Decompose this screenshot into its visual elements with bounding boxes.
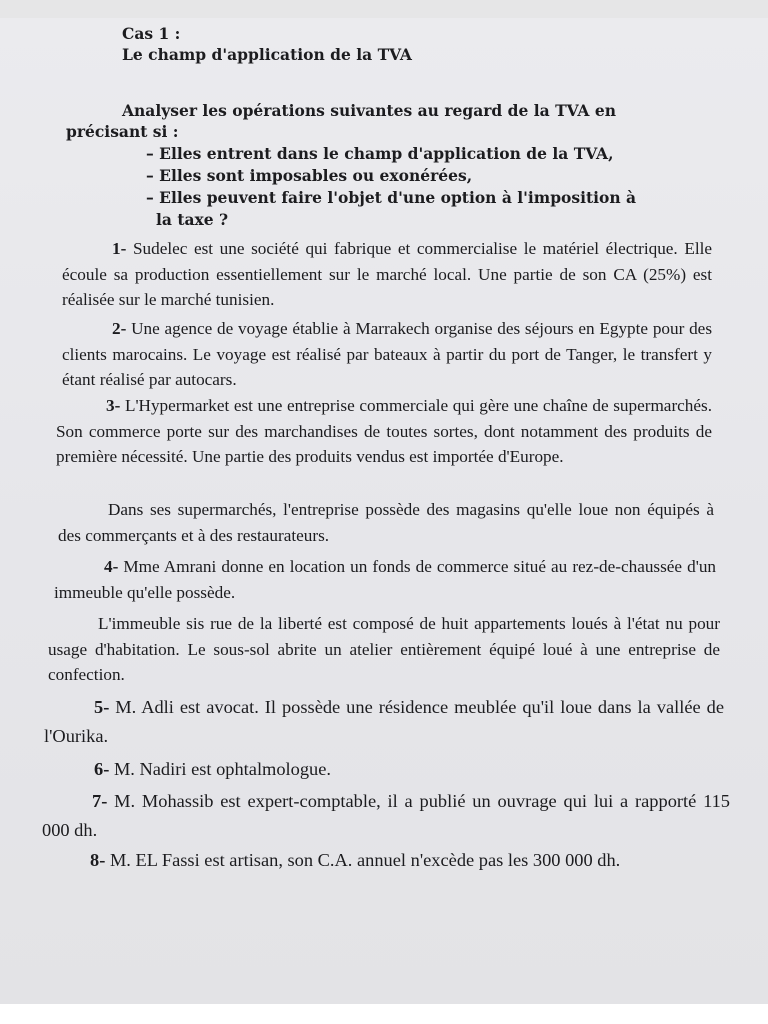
item-5-number: 5- [94, 697, 110, 717]
page-bottom-margin [0, 1004, 768, 1024]
item-4 [54, 554, 716, 605]
item-2-text: Une agence de voyage établie à Marrakech organise des séjours en Egypte pour des clients marocains. Le voyage est réalisé par bateaux à partir du port de Tanger, le transfert y étant réalisé par autocars. [62, 319, 713, 389]
item-4-continuation [48, 611, 720, 688]
intro-bullet-3-cont: la taxe ? [156, 210, 229, 229]
intro-bullet-1: – Elles entrent dans le champ d'application de la TVA, [146, 144, 614, 163]
item-6-number: 6- [94, 759, 110, 779]
item-6 [44, 755, 724, 784]
item-8-text: M. EL Fassi est artisan, son C.A. annuel n'excède pas les 300 000 dh. [109, 850, 621, 870]
item-2 [62, 316, 712, 393]
item-5 [44, 693, 724, 751]
item-5-text: M. Adli est avocat. Il possède une résidence meublée qu'il loue dans la vallée de l'Ourika. [44, 697, 724, 746]
intro-bullet-2: – Elles sont imposables ou exonérées, [146, 166, 473, 185]
item-6-text: M. Nadiri est ophtalmologue. [113, 759, 332, 779]
item-8-number: 8- [90, 850, 106, 870]
item-8 [40, 846, 730, 875]
item-4-continuation-text: L'immeuble sis rue de la liberté est composé de huit appartements loués à l'état nu pour usage d'habitation. Le sous-sol abrite un atelier entièrement équipé loué à une entreprise de confection. [48, 614, 720, 684]
item-7-text: M. Mohassib est expert-comptable, il a publié un ouvrage qui lui a rapporté 115 000 dh. [42, 791, 730, 840]
item-7 [42, 787, 730, 845]
item-1 [62, 236, 712, 313]
item-3-number: 3- [106, 396, 121, 415]
item-2-number: 2- [112, 319, 127, 338]
item-3-continuation [58, 497, 714, 548]
item-3 [56, 393, 712, 470]
item-7-number: 7- [92, 791, 108, 811]
item-4-text: Mme Amrani donne en location un fonds de commerce situé au rez-de-chaussée d'un immeuble qu'elle possède. [54, 557, 717, 602]
item-3-text: L'Hypermarket est une entreprise commerciale qui gère une chaîne de supermarchés. Son commerce porte sur des marchandises de toutes sortes, dont notamment des produits de première nécessité. Une partie des produits vendus est importée d'Europe. [56, 396, 712, 466]
item-3-continuation-text: Dans ses supermarchés, l'entreprise possède des magasins qu'elle loue non équipés à des commerçants et à des restaurateurs. [58, 500, 714, 545]
intro-line-1: Analyser les opérations suivantes au regard de la TVA en [122, 101, 616, 120]
case-title: Le champ d'application de la TVA [122, 45, 412, 64]
item-4-number: 4- [104, 557, 119, 576]
case-number: Cas 1 : [122, 24, 181, 43]
item-1-number: 1- [112, 239, 127, 258]
item-1-text: Sudelec est une société qui fabrique et commercialise le matériel électrique. Elle écoule sa production essentiellement sur le marché local. Une partie de son CA (25%) est réalisée sur le marché tunisien. [62, 239, 713, 309]
intro-bullet-3: – Elles peuvent faire l'objet d'une option à l'imposition à [146, 188, 637, 207]
intro-line-2: précisant si : [66, 122, 179, 141]
